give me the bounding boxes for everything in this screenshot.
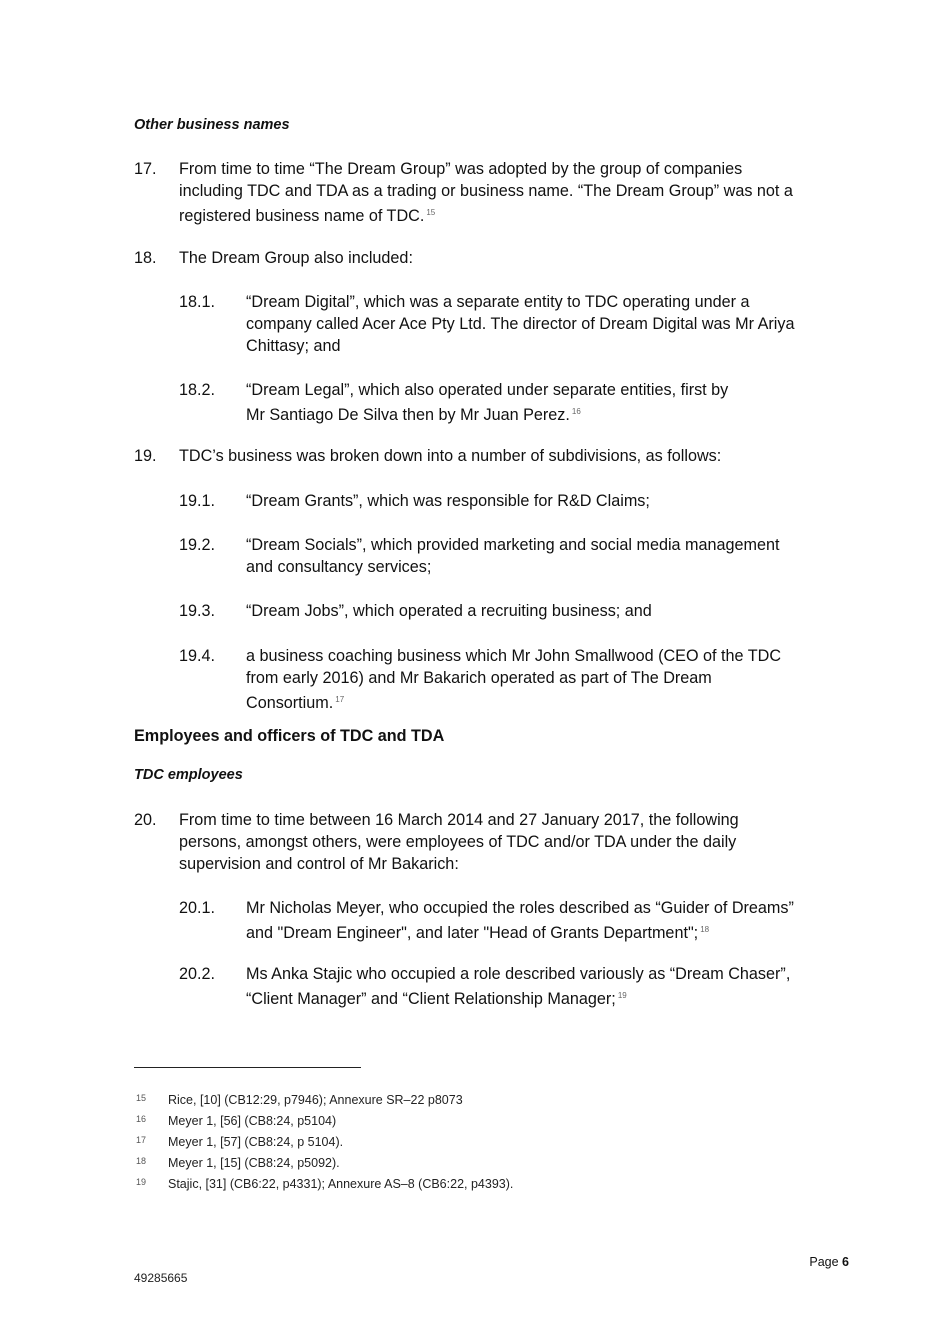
paragraph-17-line-2: including TDC and TDA as a trading or business name. “The Dream Group” was not a xyxy=(179,182,793,200)
paragraph-20-1-line-1: Mr Nicholas Meyer, who occupied the roles described as “Guider of Dreams” xyxy=(246,899,794,917)
paragraph-19-4-line-1: a business coaching business which Mr John Smallwood (CEO of the TDC xyxy=(246,647,782,665)
footnote-text: Meyer 1, [56] (CB8:24, p5104) xyxy=(168,1114,337,1128)
footnote-ref-18[interactable]: 18 xyxy=(700,925,710,934)
paragraph-20-line-3: supervision and control of Mr Bakarich: xyxy=(179,855,459,873)
paragraph-19-2-line-2: and consultancy services; xyxy=(246,558,432,576)
paragraph-19: TDC’s business was broken down into a number of subdivisions, as follows: xyxy=(179,447,722,465)
paragraph-18-1-line-1: “Dream Digital”, which was a separate entity to TDC operating under a xyxy=(246,293,750,311)
footnote-number: 15 xyxy=(136,1093,147,1103)
footnote-number: 19 xyxy=(136,1177,147,1187)
document-id: 49285665 xyxy=(134,1271,188,1285)
paragraph-number-20: 20. xyxy=(134,811,157,829)
footnote-text: Stajic, [31] (CB6:22, p4331); Annexure AS–8 (CB6:22, p4393). xyxy=(168,1177,514,1191)
paragraph-20-2 xyxy=(246,963,866,1010)
paragraph-18-2 xyxy=(246,379,866,426)
footnote-separator xyxy=(134,1067,361,1068)
footnote-text: Rice, [10] (CB12:29, p7946); Annexure SR–22 p8073 xyxy=(168,1093,463,1107)
paragraph-19-4 xyxy=(246,645,866,714)
section-heading-employees: Employees and officers of TDC and TDA xyxy=(134,727,445,745)
paragraph-number-19-3: 19.3. xyxy=(179,602,216,620)
footnote-ref-17[interactable]: 17 xyxy=(335,695,345,704)
page-word: Page xyxy=(809,1255,839,1269)
paragraph-17-line-1: From time to time “The Dream Group” was adopted by the group of companies xyxy=(179,160,743,178)
page-number-label xyxy=(809,1255,849,1269)
paragraph-18-2-line-2: Mr Santiago De Silva then by Mr Juan Perez. $^{16}$ xyxy=(246,406,581,424)
paragraph-number-18-1: 18.1. xyxy=(179,293,216,311)
footnote-ref-16[interactable]: 16 xyxy=(571,407,581,416)
paragraph-20-2-line-2: “Client Manager” and “Client Relationship Manager; $^{19}$ xyxy=(246,990,627,1008)
paragraph-20 xyxy=(179,809,859,875)
paragraph-number-18-2: 18.2. xyxy=(179,381,216,399)
paragraph-number-20-1: 20.1. xyxy=(179,899,216,917)
paragraph-20-1-line-2: and "Dream Engineer", and later "Head of Grants Department"; $^{18}$ xyxy=(246,924,710,942)
footnote-text: Meyer 1, [15] (CB8:24, p5092). xyxy=(168,1156,340,1170)
footnote-number: 18 xyxy=(136,1156,147,1166)
paragraph-number-19-2: 19.2. xyxy=(179,536,216,554)
paragraph-number-17: 17. xyxy=(134,160,157,178)
paragraph-19-1: “Dream Grants”, which was responsible for R&D Claims; xyxy=(246,492,650,510)
paragraph-number-20-2: 20.2. xyxy=(179,965,216,983)
paragraph-number-19-4: 19.4. xyxy=(179,647,216,665)
footnote-ref-19[interactable]: 19 xyxy=(617,991,627,1000)
paragraph-20-1 xyxy=(246,897,866,944)
paragraph-19-4-line-3: Consortium. $^{17}$ xyxy=(246,694,345,712)
paragraph-20-line-1: From time to time between 16 March 2014 and 27 January 2017, the following xyxy=(179,811,739,829)
footnote-number: 17 xyxy=(136,1135,147,1145)
footnote-number: 16 xyxy=(136,1114,147,1124)
paragraph-number-19-1: 19.1. xyxy=(179,492,216,510)
paragraph-19-2-line-1: “Dream Socials”, which provided marketing and social media management xyxy=(246,536,780,554)
paragraph-20-2-line-1: Ms Anka Stajic who occupied a role described variously as “Dream Chaser”, xyxy=(246,965,791,983)
paragraph-18-1-line-2: company called Acer Ace Pty Ltd. The director of Dream Digital was Mr Ariya xyxy=(246,315,795,333)
paragraph-number-19: 19. xyxy=(134,447,157,465)
paragraph-17-line-3: registered business name of TDC. $^{15}$ xyxy=(179,207,436,225)
section-heading-tdc-employees: TDC employees xyxy=(134,767,243,783)
paragraph-number-18: 18. xyxy=(134,249,157,267)
paragraph-19-3: “Dream Jobs”, which operated a recruiting business; and xyxy=(246,602,652,620)
paragraph-18-1 xyxy=(246,291,866,357)
paragraph-20-line-2: persons, amongst others, were employees of TDC and/or TDA under the daily xyxy=(179,833,737,851)
paragraph-18-2-line-1: “Dream Legal”, which also operated under separate entities, first by xyxy=(246,381,729,399)
paragraph-17 xyxy=(179,158,859,227)
page-number: 6 xyxy=(842,1255,849,1269)
paragraph-19-2 xyxy=(246,534,866,578)
footnote-ref-15[interactable]: 15 xyxy=(426,208,436,217)
paragraph-18: The Dream Group also included: xyxy=(179,249,413,267)
footnote-text: Meyer 1, [57] (CB8:24, p 5104). xyxy=(168,1135,344,1149)
paragraph-19-4-line-2: from early 2016) and Mr Bakarich operated as part of The Dream xyxy=(246,669,712,687)
section-heading-other-business-names: Other business names xyxy=(134,117,290,133)
paragraph-18-1-line-3: Chittasy; and xyxy=(246,337,341,355)
